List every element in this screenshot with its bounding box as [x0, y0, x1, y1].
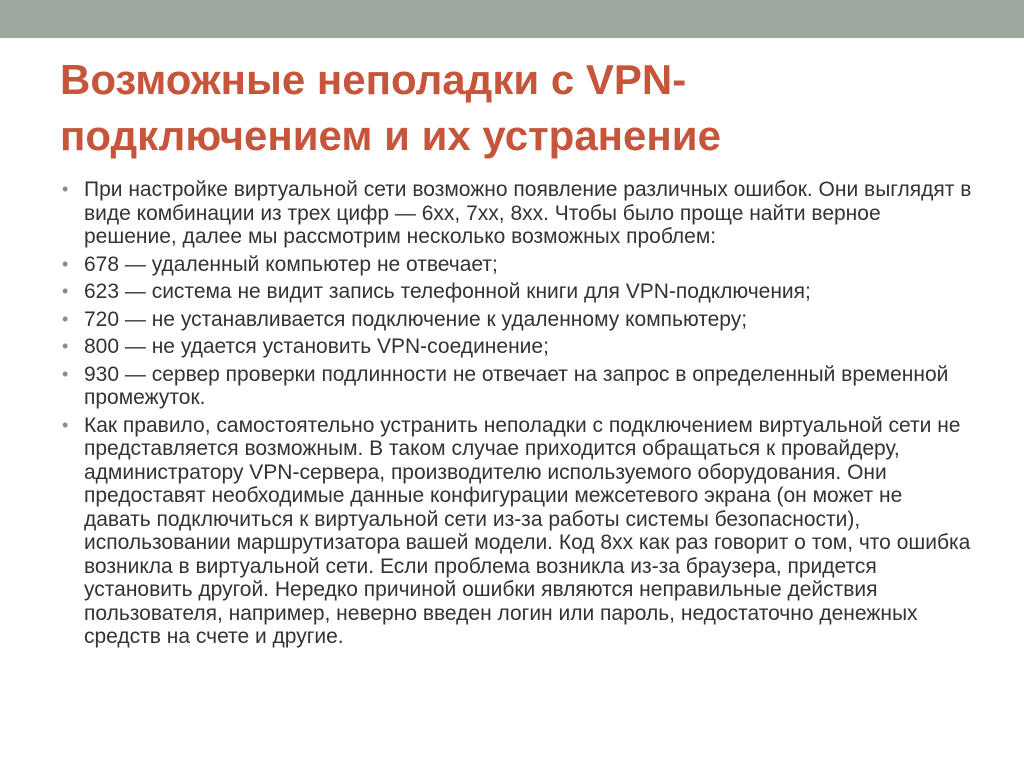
list-item-text: 800 — не удается установить VPN-соединение; — [84, 335, 549, 358]
list-item — [62, 178, 974, 249]
list-item-text: При настройке виртуальной сети возможно появление различных ошибок. Они выглядят в виде комбинации из трех цифр — 6xx, 7xx, 8xx. Чтобы было проще найти верное решение, далее мы рассмотрим несколько возможных проблем: — [84, 178, 972, 248]
list-item — [62, 280, 974, 304]
top-band — [0, 0, 1024, 38]
list-item-text: Как правило, самостоятельно устранить неполадки с подключением виртуальной сети не представляется возможным. В таком случае приходится обращаться к провайдеру, администратору VPN-сервера, производителю используемого оборудования. Они предоставят необходимые данные конфигурации межсетевого экрана (он может не давать подключиться к виртуальной сети из-за работы системы безопасности), использовании маршрутизатора вашей модели. Код 8xx как раз говорит о том, что ошибка возникла в виртуальной сети. Если проблема возникла из-за браузера, придется установить другой. Нередко причиной ошибки являются неправильные действия пользователя, например, неверно введен логин или пароль, недостаточно денежных средств на счете и другие. — [84, 413, 971, 648]
list-item — [62, 363, 974, 410]
list-item-text: 930 — сервер проверки подлинности не отвечает на запрос в определенный временной промежуток. — [84, 362, 949, 409]
list-item-text: 720 — не устанавливается подключение к удаленному компьютеру; — [84, 307, 748, 331]
bullet-icon: • — [62, 253, 69, 274]
list-item — [62, 414, 974, 649]
bullet-icon: • — [62, 179, 69, 199]
slide-title: Возможные неполадки с VPN-подключением и их устранение — [60, 56, 721, 159]
bullet-icon: • — [62, 363, 69, 384]
bullet-icon: • — [62, 281, 69, 301]
list-item-text: 623 — система не видит запись телефонной книги для VPN-подключения; — [84, 280, 811, 303]
list-item-text: 678 — удаленный компьютер не отвечает; — [84, 252, 498, 276]
list-item — [62, 253, 974, 277]
list-item — [62, 335, 974, 359]
list-item — [62, 308, 974, 332]
bullet-icon: • — [62, 414, 69, 435]
bullet-icon: • — [62, 308, 69, 329]
bullet-icon: • — [62, 336, 69, 356]
bullet-list — [62, 178, 974, 653]
